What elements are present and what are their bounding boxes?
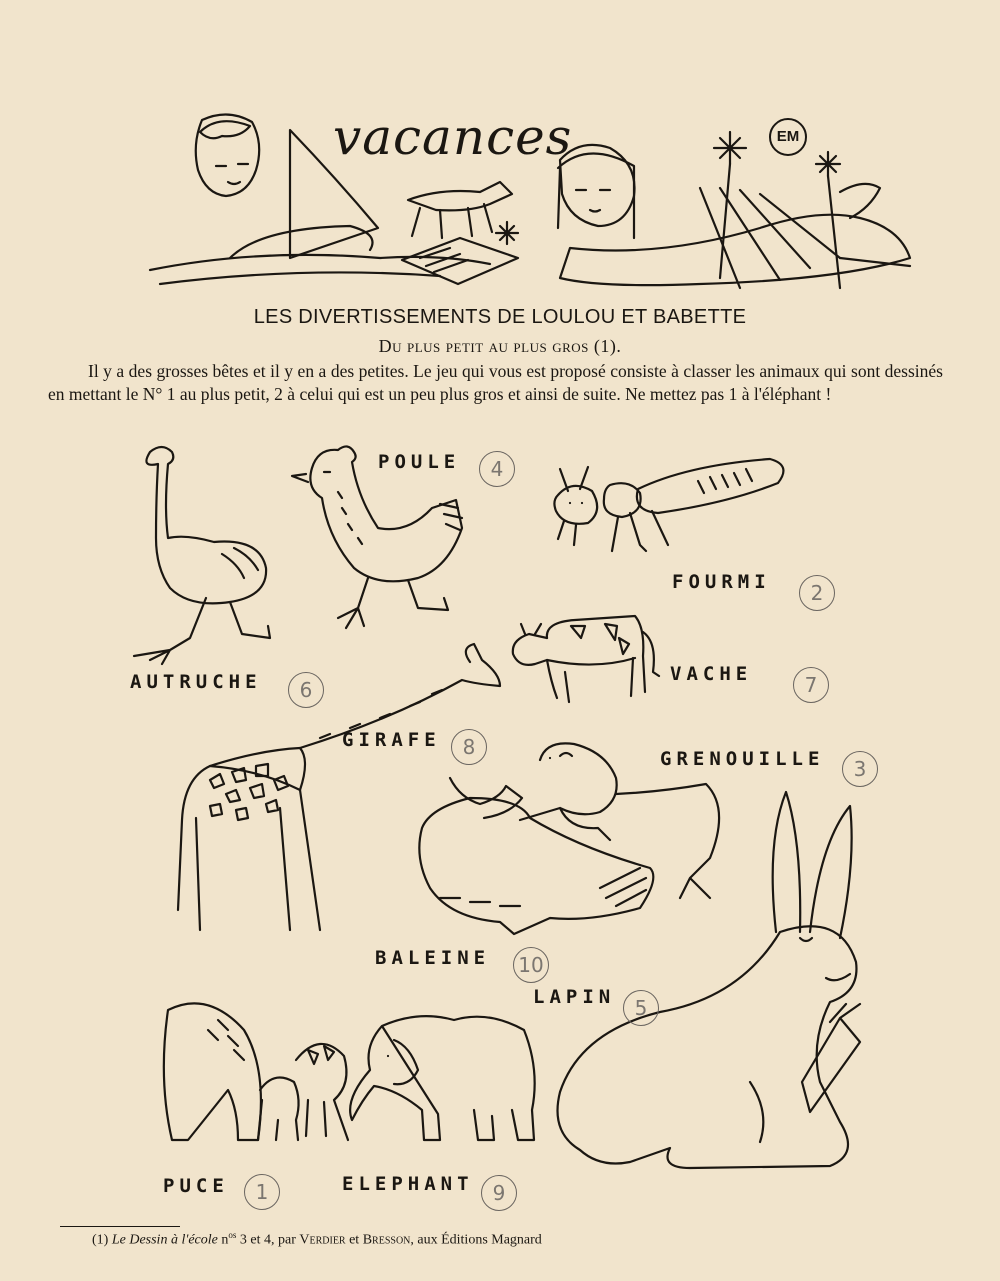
footnote-by: par	[277, 1232, 296, 1248]
artist-monogram: EM	[769, 118, 807, 156]
answer-puce: 1	[244, 1174, 280, 1210]
label-poule: POULE	[378, 451, 461, 473]
label-lapin: LAPIN	[533, 986, 616, 1008]
footnote-publisher: aux Éditions Magnard	[417, 1232, 542, 1248]
label-grenouille: GRENOUILLE	[660, 748, 825, 770]
answer-autruche: 6	[288, 672, 324, 708]
footnote-and: et	[349, 1232, 360, 1248]
footnote-author2: Bresson,	[362, 1232, 414, 1248]
footnote-rule	[60, 1226, 180, 1227]
label-baleine: BALEINE	[375, 947, 491, 969]
flea-elephant-drawing	[148, 990, 538, 1160]
footnote-author1: Verdier	[299, 1232, 346, 1248]
footnote-mark: (1)	[92, 1232, 109, 1248]
answer-fourmi: 2	[799, 575, 835, 611]
ostrich-drawing	[110, 438, 290, 668]
answer-elephant: 9	[481, 1175, 517, 1211]
footnote-numbers-sup: os	[228, 1230, 237, 1240]
answer-grenouille: 3	[842, 751, 878, 787]
answer-poule: 4	[479, 451, 515, 487]
answer-vache: 7	[793, 667, 829, 703]
article-subtitle: Du plus petit au plus gros (1).	[378, 336, 622, 356]
label-puce: PUCE	[163, 1175, 229, 1197]
footnote	[92, 1230, 542, 1249]
rabbit-drawing	[540, 782, 885, 1177]
label-autruche: AUTRUCHE	[130, 671, 262, 693]
article-title: LES DIVERTISSEMENTS DE LOULOU ET BABETTE	[253, 306, 747, 328]
label-girafe: GIRAFE	[342, 729, 441, 751]
cow-drawing	[505, 612, 660, 707]
ant-drawing	[548, 455, 793, 565]
answer-girafe: 8	[451, 729, 487, 765]
header-title: vacances	[333, 108, 573, 166]
footnote-numbers-prefix: n	[221, 1232, 229, 1248]
intro-paragraph: Il y a des grosses bêtes et il y en a des petites. Le jeu qui vous est proposé consiste à classer les animaux qui sont dessinés en mettant le N° 1 au plus petit, 2 à celui qui est un peu plus gros et ainsi de suite. Ne mettez pas 1 à l'éléphant !	[48, 361, 943, 404]
label-elephant: ELEPHANT	[342, 1173, 474, 1195]
answer-lapin: 5	[623, 990, 659, 1026]
footnote-book-title: Le Dessin à l'école	[111, 1232, 218, 1248]
label-fourmi: FOURMI	[672, 571, 771, 593]
footnote-numbers: 3 et 4,	[239, 1232, 275, 1248]
answer-baleine: 10	[513, 947, 549, 983]
label-vache: VACHE	[670, 663, 753, 685]
